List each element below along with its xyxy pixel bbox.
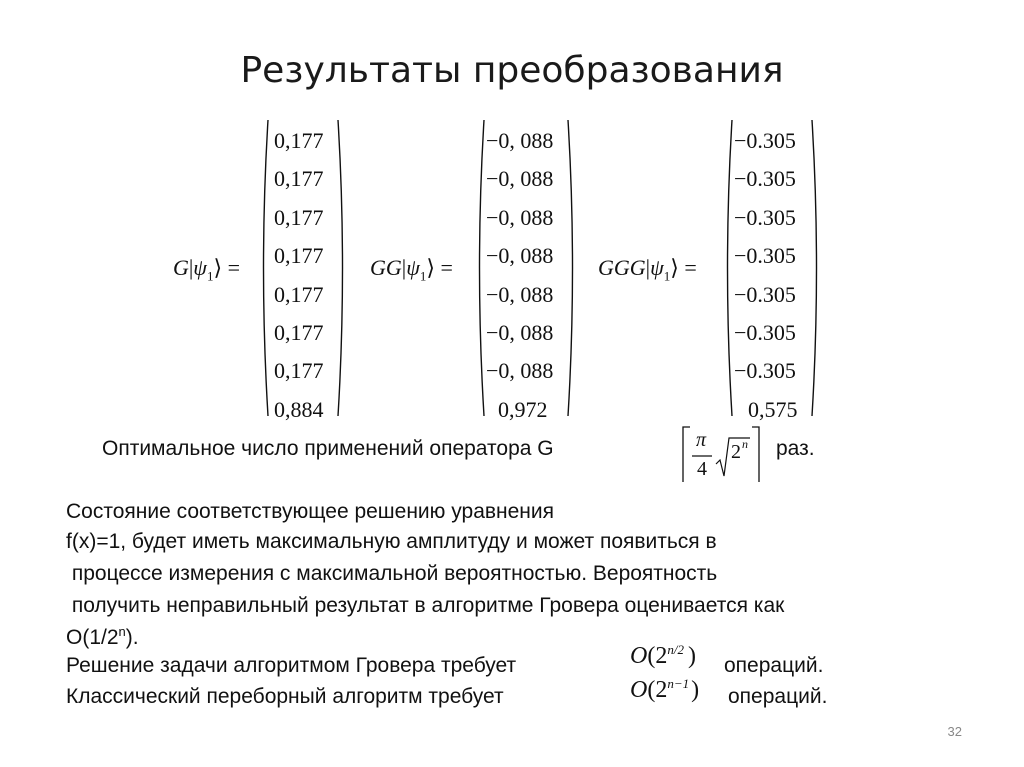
classic-text: Классический переборный алгоритм требует <box>66 685 504 708</box>
classic-formula: $O(2^{n-1})$ <box>630 676 700 703</box>
optimal-count-text: Оптимальное число применений оператора G <box>102 437 554 460</box>
vector-value: 0,177 <box>274 204 324 230</box>
text-line-3: процессе измерения с максимальной вероятностью. Вероятность <box>66 562 718 585</box>
text-line-1: Состояние соответствующее решению уравнения <box>66 500 555 523</box>
vector-value: −0, 088 <box>486 204 554 230</box>
vector-3-column <box>722 118 822 422</box>
vector-1-column <box>258 118 348 422</box>
vector-value: −0.305 <box>734 166 796 192</box>
times-suffix: раз. <box>776 437 815 460</box>
vector-value: −0.305 <box>734 204 796 230</box>
vector-value: −0.305 <box>734 319 796 345</box>
ket-angle: ⟩ <box>213 255 223 280</box>
grover-suffix: операций. <box>724 654 824 677</box>
complexity-line: O(1/2$^n$). <box>66 624 139 649</box>
pi-symbol: π <box>696 429 707 451</box>
grover-text: Решение задачи алгоритмом Гровера требует <box>66 654 517 677</box>
text-line-4: получить неправильный результат в алгоритме Гровера оценивается как <box>66 594 785 617</box>
vector-value: −0.305 <box>734 243 796 269</box>
vector-value: 0,177 <box>274 319 324 345</box>
vector-value: −0, 088 <box>486 281 554 307</box>
sqrt-exponent: n <box>742 437 748 451</box>
ceiling-brackets <box>676 424 766 484</box>
ket-bar: | <box>188 255 194 280</box>
sqrt-base: 2 <box>731 441 741 463</box>
vector-value: 0,177 <box>274 128 324 153</box>
vector-value: 0,177 <box>274 166 324 192</box>
vector-2-column <box>474 118 578 422</box>
ceiling-formula <box>676 424 766 484</box>
ket-bar: | <box>401 255 407 280</box>
vector-3-label: $GGG|\psi_1⟩$ = <box>598 255 697 284</box>
vector-2-label: $GG|\psi_1⟩$ = <box>370 255 453 284</box>
vector-value: 0,177 <box>274 281 324 307</box>
ket-angle: ⟩ <box>670 255 679 280</box>
classic-suffix: операций. <box>728 685 828 708</box>
vector-value: 0,884 <box>274 396 324 422</box>
vector-value: 0,575 <box>748 396 798 422</box>
text-line-2: f(x)=1, будет иметь максимальную амплитуду и может появиться в <box>66 530 717 553</box>
vector-value: −0, 088 <box>486 319 554 345</box>
vector-value: −0, 088 <box>486 166 554 192</box>
vector-value: 0,972 <box>498 396 548 422</box>
vector-1-label: $G|\psi_1⟩$ = <box>173 255 240 284</box>
ket-bar: | <box>645 255 651 280</box>
ket-angle: ⟩ <box>426 255 435 280</box>
vector-value: −0.305 <box>734 281 796 307</box>
page-number: 32 <box>947 724 962 739</box>
vector-value: −0, 088 <box>486 358 554 384</box>
vector-value: −0.305 <box>734 358 796 384</box>
vector-value: 0,177 <box>274 243 324 269</box>
vector-value: −0, 088 <box>486 128 554 153</box>
grover-formula: $O(2^{n/2}$ ) <box>630 642 696 669</box>
denominator-four: 4 <box>697 458 707 480</box>
vector-value: 0,177 <box>274 358 324 384</box>
slide-title: Результаты преобразования <box>240 50 784 91</box>
vector-value: −0.305 <box>734 128 796 153</box>
vector-value: −0, 088 <box>486 243 554 269</box>
